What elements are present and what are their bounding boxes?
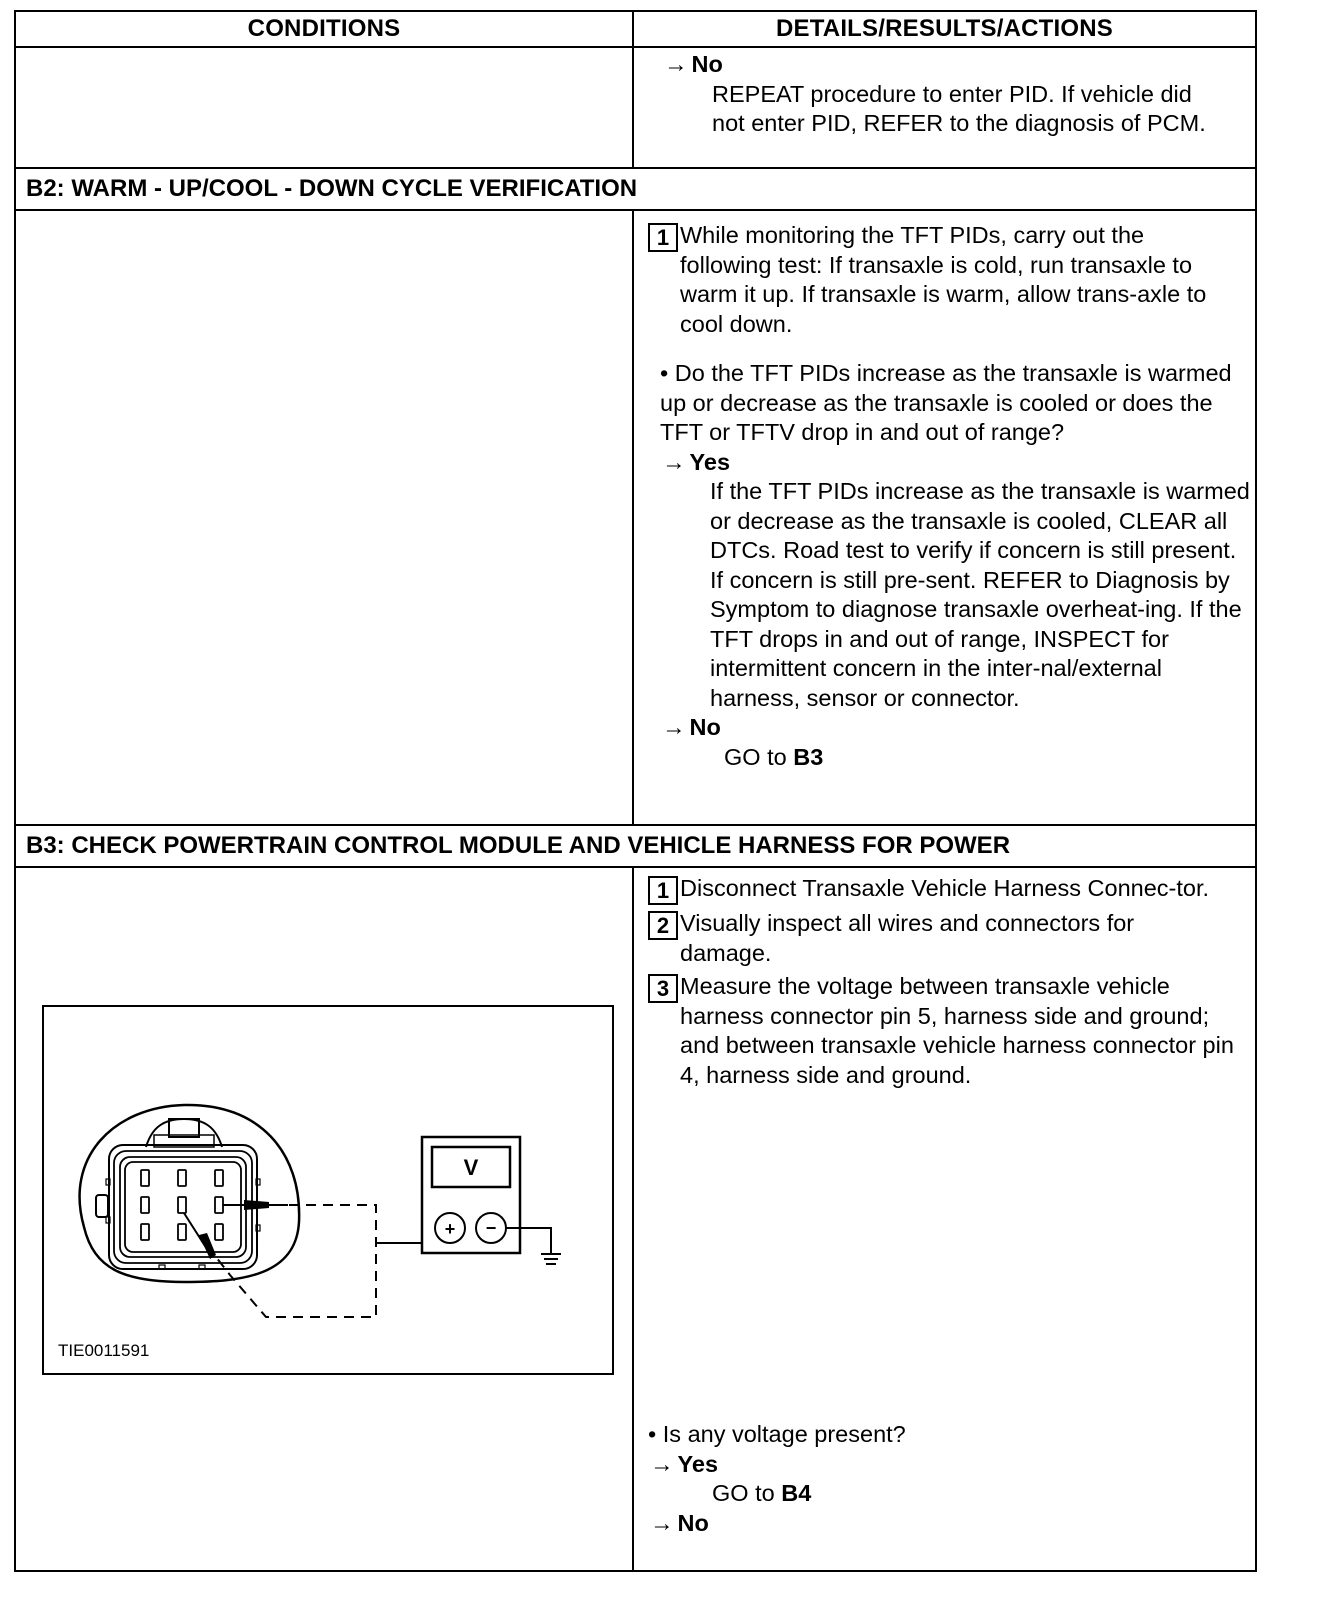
diagram-svg xyxy=(44,1007,612,1373)
figure-id-label: TIE0011591 xyxy=(58,1341,150,1360)
goto-instruction xyxy=(712,1479,1251,1509)
section-title-b3: B3: CHECK POWERTRAIN CONTROL MODULE AND VEHICLE HARNESS FOR POWER xyxy=(15,825,1256,867)
minus-terminal-symbol: − xyxy=(485,1218,497,1238)
question-block xyxy=(648,1420,1251,1538)
step-number-badge: 1 xyxy=(648,876,678,905)
yes-result xyxy=(662,448,1251,478)
goto-link-b4[interactable]: B4 xyxy=(781,1480,812,1506)
step-number-badge: 2 xyxy=(648,911,678,940)
step-text: Disconnect Transaxle Vehicle Harness Connec-tor. xyxy=(680,875,1210,901)
arrow-right-icon: → xyxy=(662,448,686,475)
arrow-right-icon: → xyxy=(664,51,688,77)
probe-icon xyxy=(184,1200,288,1259)
dashed-wire xyxy=(216,1205,376,1317)
connector-voltage-diagram xyxy=(42,1005,614,1375)
arrow-right-icon: → xyxy=(650,1509,674,1536)
yes-result-text: If the TFT PIDs increase as the transaxle is warmed or decrease as the transaxle is cooled, CLEAR all DTCs. Road test to verify if concern is still present. If concern is still pre-sent. REFER to Diagnosis by Symptom to diagnose transaxle overheat-ing. If the TFT drops in and out of range, INSPECT for intermittent concern in the inter-nal/external harness, sensor or connector. xyxy=(710,478,1250,711)
no-result xyxy=(664,50,1251,80)
arrow-right-icon: → xyxy=(662,714,686,740)
details-cell xyxy=(633,867,1256,1571)
details-cell xyxy=(633,47,1256,168)
connector-icon xyxy=(80,1105,300,1282)
step-text: While monitoring the TFT PIDs, carry out the following test: If transaxle is cold, run transaxle to warm it up. If transaxle is warm, allow trans-axle to cool down. xyxy=(680,222,1207,337)
yes-label: Yes xyxy=(689,448,731,475)
step-item xyxy=(646,874,1251,905)
section-header-b3 xyxy=(15,825,1256,867)
table-header-row xyxy=(15,11,1256,47)
step-item xyxy=(646,909,1251,968)
step-number-badge: 1 xyxy=(648,223,678,252)
yes-result xyxy=(650,1450,1251,1480)
question-text: • Is any voltage present? xyxy=(648,1421,906,1447)
step-item xyxy=(646,972,1251,1090)
section-header-b2 xyxy=(15,168,1256,210)
step-text: Measure the voltage between transaxle vehicle harness connector pin 5, harness side and ground; and between transaxle vehicle harness connector pin 4, harness side and ground. xyxy=(680,973,1234,1088)
conditions-cell xyxy=(15,47,633,168)
details-column-header: DETAILS/RESULTS/ACTIONS xyxy=(633,11,1256,47)
section-title-b2: B2: WARM - UP/COOL - DOWN CYCLE VERIFICATION xyxy=(15,168,1256,210)
step-item xyxy=(646,221,1251,339)
meter-label: V xyxy=(463,1155,479,1180)
table-row xyxy=(15,47,1256,168)
no-label: No xyxy=(691,51,723,77)
goto-instruction xyxy=(724,743,1251,773)
step-number-badge: 3 xyxy=(648,974,678,1003)
no-result-text: REPEAT procedure to enter PID. If vehicle did not enter PID, REFER to the diagnosis of PCM. xyxy=(712,80,1206,136)
voltmeter-icon xyxy=(422,1137,520,1253)
conditions-cell xyxy=(15,210,633,825)
table-row xyxy=(15,210,1256,825)
yes-label: Yes xyxy=(677,1450,719,1477)
no-label: No xyxy=(677,1509,709,1536)
goto-prefix: GO to xyxy=(712,1480,782,1506)
goto-link-b3[interactable]: B3 xyxy=(793,743,824,770)
goto-prefix: GO to xyxy=(724,743,794,770)
question-text: • Do the TFT PIDs increase as the transaxle is warmed up or decrease as the transaxle is cooled or does the TFT or TFTV drop in and out of range? xyxy=(660,360,1232,445)
plus-terminal-symbol: + xyxy=(444,1219,456,1239)
arrow-right-icon: → xyxy=(650,1450,674,1477)
no-result xyxy=(662,713,1251,743)
step-text: Visually inspect all wires and connectors for damage. xyxy=(680,910,1135,966)
details-cell xyxy=(633,210,1256,825)
no-result xyxy=(650,1509,1251,1539)
no-label: No xyxy=(689,714,721,740)
conditions-column-header: CONDITIONS xyxy=(15,11,633,47)
